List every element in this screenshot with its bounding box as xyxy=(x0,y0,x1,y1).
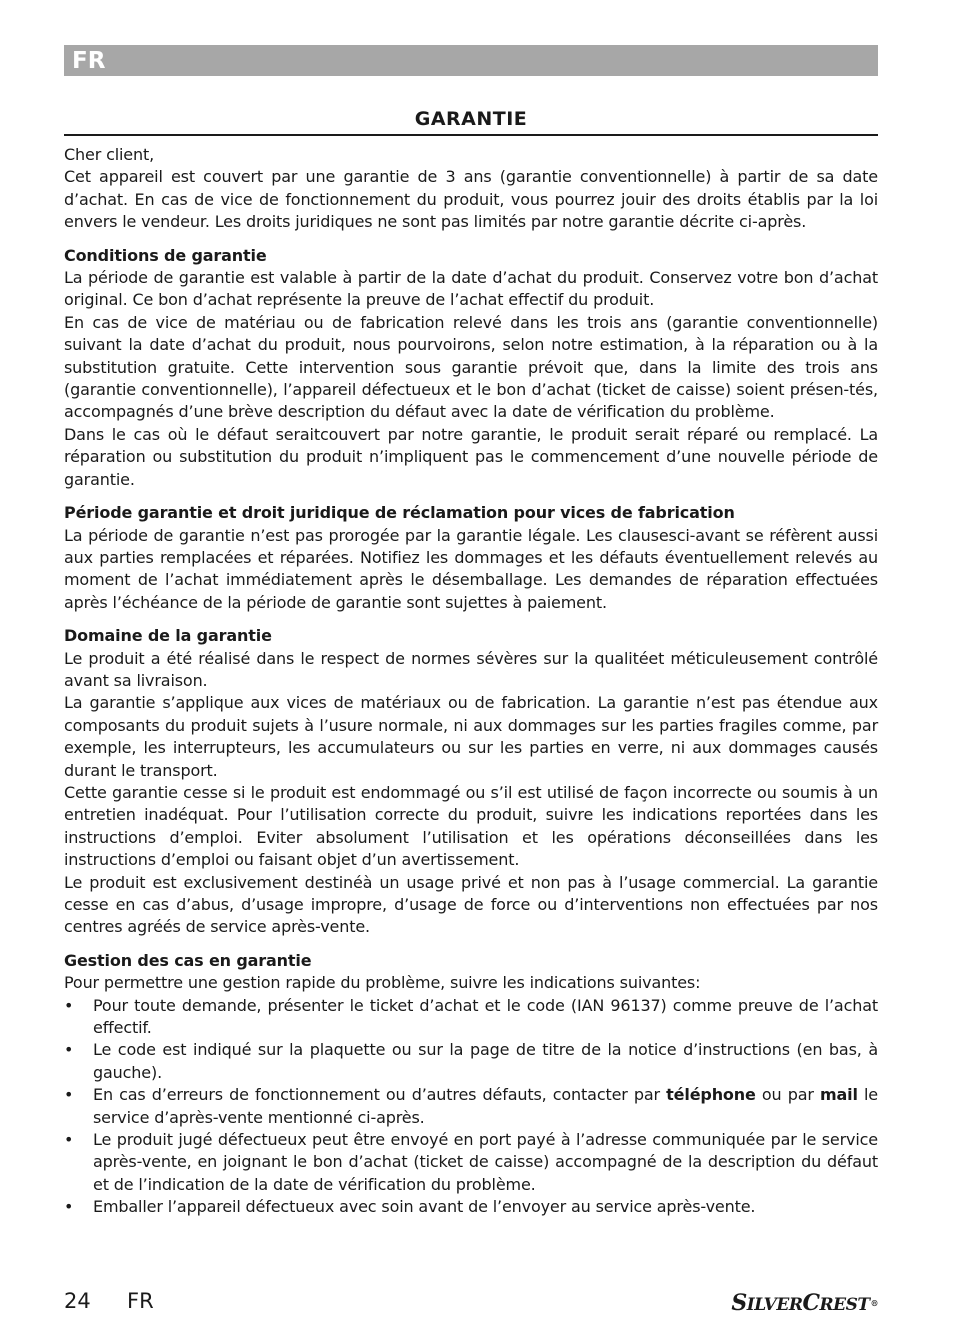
paragraph: Le produit a été réalisé dans le respect de normes sévères sur la qualitéet méticuleusement contrôlé avant sa livraison. xyxy=(64,648,878,690)
language-label: FR xyxy=(72,48,106,74)
footer-language: FR xyxy=(127,1289,154,1313)
list-item-text: Emballer l’appareil défectueux avec soin avant de l’envoyer au service après-vente. xyxy=(93,1197,756,1217)
section-heading-claims: Gestion des cas en garantie xyxy=(64,950,312,970)
list-item xyxy=(64,1129,878,1196)
bullet-icon: • xyxy=(64,995,74,1015)
paragraph: La période de garantie est valable à partir de la date d’achat du produit. Conservez votre bon d’achat original. Ce bon d’achat représente la preuve de l’achat effectif du produit. xyxy=(64,268,878,310)
intro-greeting: Cher client, xyxy=(64,145,155,164)
bullet-icon: • xyxy=(64,1085,74,1105)
brand-logo xyxy=(731,1290,878,1318)
list-item xyxy=(64,1196,878,1218)
section-heading-scope: Domaine de la garantie xyxy=(64,626,272,646)
contact-text-before: En cas d’erreurs de fonctionnement ou d’autres défauts, contacter par xyxy=(93,1085,667,1105)
list-item-text: Le produit jugé défectueux peut être envoyé en port payé à l’adresse communiquée par le service après-vente, en joignant le bon d’achat (ticket de caisse) accompagné de la description du défaut et de l’indication de la date de vérification du problème. xyxy=(93,1130,878,1194)
paragraph: La période de garantie n’est pas prorogée par la garantie légale. Les clausesci-avant se réfèrent aussi aux parties remplacées et réparées. Notifiez les dommages et les défauts éventuellement relevés au moment de l’achat immédiatement après le désemballage. Les demandes de réparation effectuées après l’échéance de la période de garantie sont sujettes à paiement. xyxy=(64,525,878,612)
paragraph: Le produit est exclusivement destinéà un usage privé et non pas à l’usage commercial. La garantie cesse en cas d’abus, d’usage impropre, d’usage de force ou d’interventions non effectuées par nos centres agréés de service après-vente. xyxy=(64,872,878,937)
page-title: GARANTIE xyxy=(414,108,528,130)
page-number: 24 xyxy=(64,1289,91,1313)
contact-phone-emphasis: téléphone xyxy=(666,1085,756,1105)
brand-logo-wordmark: SILVERCREST xyxy=(731,1290,870,1316)
list-item xyxy=(64,1039,878,1084)
section-heading-conditions: Conditions de garantie xyxy=(64,245,267,265)
section-heading-period: Période garantie et droit juridique de réclamation pour vices de fabrication xyxy=(64,503,735,523)
contact-text-middle: ou par xyxy=(755,1085,820,1105)
contact-mail-emphasis: mail xyxy=(819,1085,858,1105)
registered-mark-icon: ® xyxy=(870,1298,878,1308)
list-item-text: Le code est indiqué sur la plaquette ou sur la page de titre de la notice d’instructions (en bas, à gauche). xyxy=(93,1040,878,1082)
paragraph: Dans le cas où le défaut seraitcouvert par notre garantie, le produit serait réparé ou remplacé. La réparation ou substitution du produit n’impliquent pas le commencement d’une nouvelle période de garantie. xyxy=(64,424,878,489)
list-item xyxy=(64,995,878,1040)
list-item-text: Pour toute demande, présenter le ticket d’achat et le code (IAN 96137) comme preuve de l’achat effectif. xyxy=(93,995,878,1038)
paragraph: En cas de vice de matériau ou de fabrication relevé dans les trois ans (garantie conventionnelle) suivant la date d’achat du produit, nous pourvoirons, selon notre estimation, à la réparation ou à la substitution gratuite. Cette intervention sous garantie prévoit que, dans la limite des trois ans (garantie conventionnelle), l’appareil défectueux et le bon d’achat (ticket de caisse) soient présen-tés, accompagnés d’une brève description du défaut avec la date de vérification du problème. xyxy=(64,312,878,422)
title-rule xyxy=(64,106,878,136)
language-bar xyxy=(64,45,878,76)
paragraph: La garantie s’applique aux vices de matériaux ou de fabrication. La garantie n’est pas étendue aux composants du produit sujets à l’usure normale, ni aux dommages sur les parties fragiles comme, par exemple, les interrupteurs, les accumulateurs ou sur les parties en verre, ni aux dommages causés durant le transport. xyxy=(64,693,878,780)
page-content xyxy=(64,144,878,1219)
contact-text-after: le service d’après-vente mentionné ci-après. xyxy=(93,1085,878,1127)
bullet-icon: • xyxy=(64,1197,74,1217)
bullet-icon: • xyxy=(64,1040,74,1060)
claims-intro: Pour permettre une gestion rapide du problème, suivre les indications suivantes: xyxy=(64,973,701,993)
paragraph: Cette garantie cesse si le produit est endommagé ou s’il est utilisé de façon incorrecte ou soumis à un entretien inadéquat. Pour l’utilisation correcte du produit, suivre les indications reportées dans les instructions d’emploi. Eviter absolument l’utilisation et les opérations déconseillées dans les instructions d’emploi ou faisant objet d’un avertissement. xyxy=(64,782,878,870)
intro-paragraph: Cet appareil est couvert par une garantie de 3 ans (garantie conventionnelle) à partir de sa date d’achat. En cas de vice de fonctionnement du produit, vous pourrez jouir des droits établis par la loi envers le vendeur. Les droits juridiques ne sont pas limités par notre garantie décrite ci-après. xyxy=(64,167,878,232)
claims-list xyxy=(64,995,878,1219)
list-item xyxy=(64,1084,878,1129)
bullet-icon: • xyxy=(64,1130,74,1150)
